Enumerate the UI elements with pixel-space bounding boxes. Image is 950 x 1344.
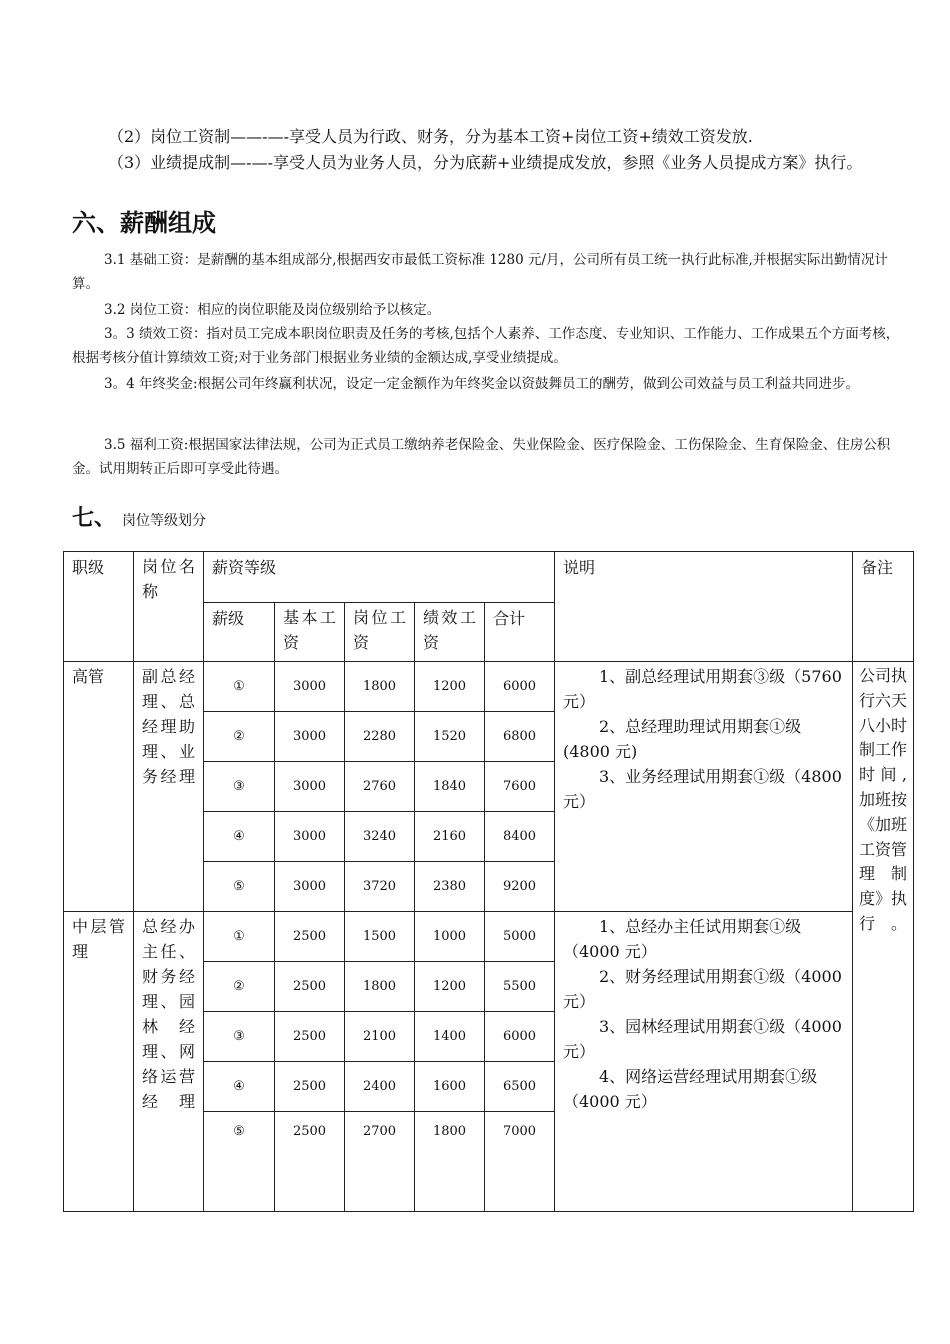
header-description: 说明 [555,552,853,662]
cell-post: 1800 [345,962,415,1012]
position-middle: 总经办主任、财务经理、园林经理、网络运营经理 [134,912,204,1212]
description-line: 1、总经办主任试用期套①级（4000 元） [563,917,802,961]
cell-post: 3240 [345,812,415,862]
description-line: 1、副总经理试用期套③级（5760 元） [563,667,842,711]
cell-post: 2700 [345,1112,415,1212]
position-grade-table [63,551,914,1212]
cell-grade: ④ [204,1062,275,1112]
header-grade: 薪级 [204,603,275,662]
position-senior: 副总经理、总经理助理、业务经理 [134,662,204,912]
cell-basic: 2500 [275,1112,345,1212]
section-number: 七、 [72,505,117,531]
cell-total: 7000 [485,1112,555,1212]
remark-cell: 公司执行六天八小时制工作时间,加班按《加班工资管理制度》执行。 [853,662,914,1212]
item-post-salary: 3.2 岗位工资：相应的岗位职能及岗位级别给予以核定。 [104,302,441,318]
cell-post: 2100 [345,1012,415,1062]
section-title-salary-composition: 六、薪酬组成 [72,208,216,237]
section-title-grade-division [72,503,206,536]
header-total: 合计 [485,603,555,662]
cell-post: 2280 [345,712,415,762]
cell-grade: ③ [204,1012,275,1062]
cell-performance: 1000 [415,912,485,962]
cell-basic: 2500 [275,912,345,962]
cell-grade: ④ [204,812,275,862]
cell-post: 1800 [345,662,415,712]
description-line: 2、总经理助理试用期套①级(4800 元) [563,717,802,761]
cell-performance: 1200 [415,962,485,1012]
cell-total: 9200 [485,862,555,912]
cell-performance: 1600 [415,1062,485,1112]
header-basic-salary: 基本工资 [275,603,345,662]
cell-performance: 1520 [415,712,485,762]
level-senior: 高管 [64,662,134,912]
description-middle [555,912,853,1212]
cell-total: 6500 [485,1062,555,1112]
cell-total: 6000 [485,662,555,712]
description-line: 3、业务经理试用期套①级（4800 元） [563,767,842,811]
cell-grade: ② [204,712,275,762]
cell-post: 3720 [345,862,415,912]
cell-total: 6800 [485,712,555,762]
level-middle: 中层管理 [64,912,134,1212]
cell-grade: ③ [204,762,275,812]
cell-total: 5000 [485,912,555,962]
cell-grade: ⑤ [204,862,275,912]
description-line: 2、财务经理试用期套①级（4000 元） [563,967,842,1011]
cell-basic: 3000 [275,712,345,762]
header-performance-salary: 绩效工资 [415,603,485,662]
cell-total: 7600 [485,762,555,812]
header-level: 职级 [64,552,134,662]
section-label: 岗位等级划分 [122,513,207,529]
description-line: 3、园林经理试用期套①级（4000 元） [563,1017,842,1061]
cell-total: 8400 [485,812,555,862]
cell-post: 2760 [345,762,415,812]
cell-grade: ① [204,912,275,962]
paragraph-commission: （3）业绩提成制—-—-享受人员为业务人员，分为底薪+业绩提成发放，参照《业务人员提成方案》执行。 [108,153,863,172]
cell-post: 1500 [345,912,415,962]
cell-grade: ⑤ [204,1112,275,1212]
item-welfare-salary: 3.5 福利工资:根据国家法律法规，公司为正式员工缴纳养老保险金、失业保险金、医疗保险金、工伤保险金、生育保险金、住房公积金。试用期转正后即可享受此待遇。 [72,437,891,477]
item-year-end-bonus: 3。4 年终奖金:根据公司年终赢利状况，设定一定金额作为年终奖金以资鼓舞员工的酬劳，做到公司效益与员工利益共同进步。 [104,376,860,392]
cell-performance: 1400 [415,1012,485,1062]
cell-basic: 2500 [275,1062,345,1112]
cell-basic: 3000 [275,762,345,812]
cell-performance: 1800 [415,1112,485,1212]
item-basic-salary: 3.1 基础工资：是薪酬的基本组成部分,根据西安市最低工资标准 1280 元/月，公司所有员工统一执行此标准,并根据实际出勤情况计算。 [72,252,888,292]
description-line: 4、网络运营经理试用期套①级（4000 元） [563,1067,818,1111]
header-position: 岗位名称 [134,552,204,662]
paragraph-post-salary: （2）岗位工资制——-—-享受人员为行政、财务，分为基本工资+岗位工资+绩效工资发放. [108,127,753,146]
cell-grade: ② [204,962,275,1012]
cell-basic: 2500 [275,962,345,1012]
cell-basic: 2500 [275,1012,345,1062]
cell-performance: 2160 [415,812,485,862]
header-salary-grade: 薪资等级 [204,552,555,603]
cell-performance: 2380 [415,862,485,912]
cell-total: 6000 [485,1012,555,1062]
item-performance-salary: 3。3 绩效工资：指对员工完成本职岗位职责及任务的考核,包括个人素养、工作态度、专业知识、工作能力、工作成果五个方面考核，根据考核分值计算绩效工资;对于业务部门根据业务业绩的金额达成,享受业绩提成。 [72,326,900,366]
description-senior [555,662,853,912]
cell-performance: 1840 [415,762,485,812]
cell-basic: 3000 [275,662,345,712]
header-remark: 备注 [853,552,914,662]
cell-post: 2400 [345,1062,415,1112]
header-post-salary: 岗位工资 [345,603,415,662]
cell-total: 5500 [485,962,555,1012]
cell-performance: 1200 [415,662,485,712]
cell-grade: ① [204,662,275,712]
cell-basic: 3000 [275,862,345,912]
cell-basic: 3000 [275,812,345,862]
